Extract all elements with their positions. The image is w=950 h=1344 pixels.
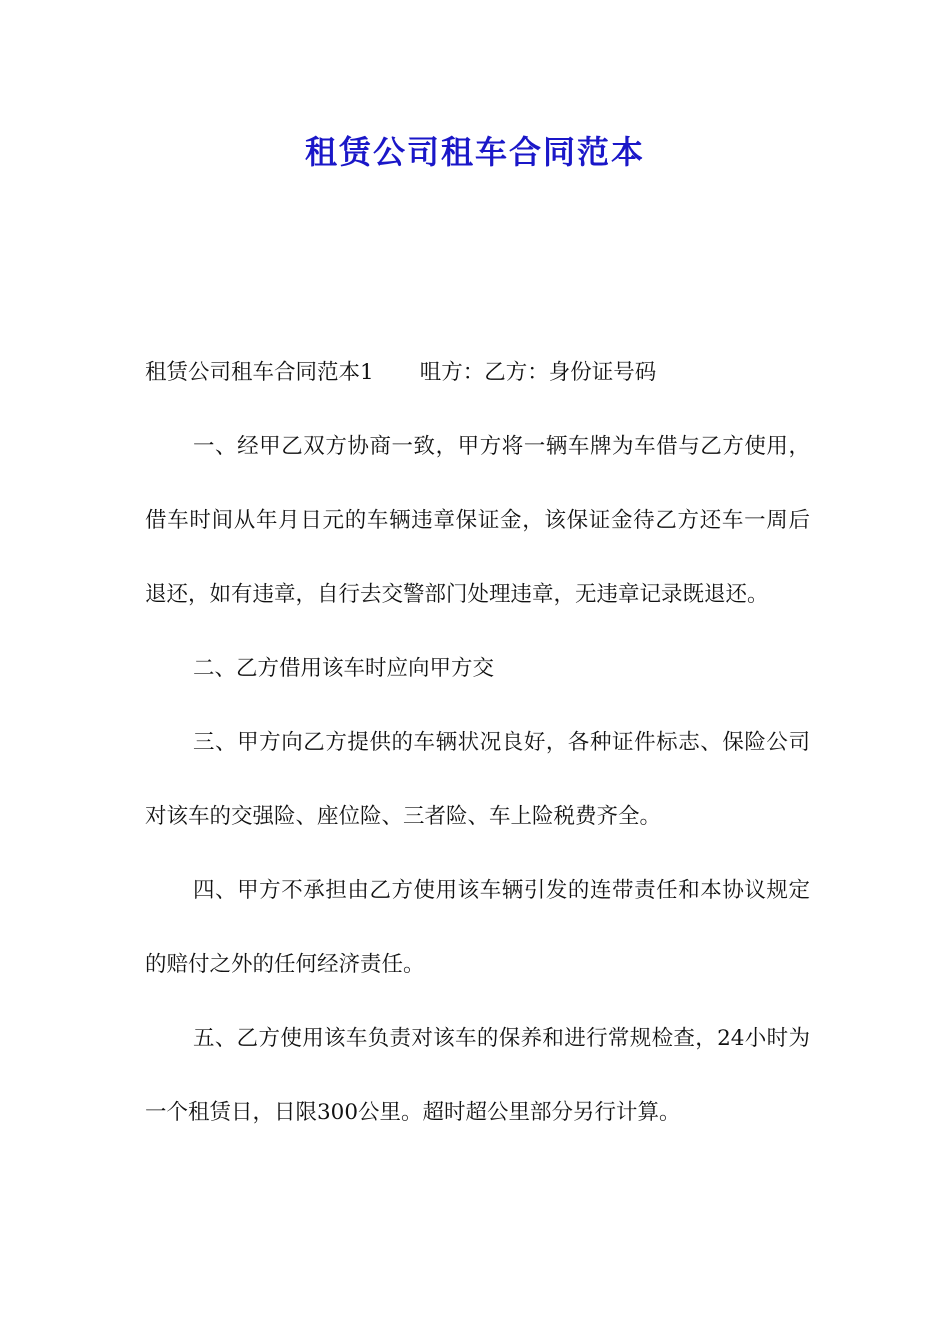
intro-line xyxy=(145,336,810,410)
document-title: 租赁公司租车合同范本 xyxy=(304,133,645,171)
party-info: 咀方：乙方：身份证号码 xyxy=(419,360,657,385)
clause-3: 三、甲方向乙方提供的车辆状况良好，各种证件标志、保险公司对该车的交强险、座位险、三者险、车上险税费齐全。 xyxy=(145,730,810,829)
clause-2: 二、乙方借用该车时应向甲方交 xyxy=(193,656,495,681)
clause-1: 一、经甲乙双方协商一致，甲方将一辆车牌为车借与乙方使用，借车时间从年月日元的车辆违章保证金，该保证金待乙方还车一周后退还，如有违章，自行去交警部门处理违章，无违章记录既退还。 xyxy=(145,434,810,607)
clause-4: 四、甲方不承担由乙方使用该车辆引发的连带责任和本协议规定的赔付之外的任何经济责任。 xyxy=(145,878,810,977)
intro-heading: 租赁公司租车合同范本1 xyxy=(145,360,374,385)
clause-5: 五、乙方使用该车负责对该车的保养和进行常规检查，24小时为一个租赁日，日限300公里。超时超公里部分另行计算。 xyxy=(145,1026,810,1125)
document-body xyxy=(145,336,810,1150)
